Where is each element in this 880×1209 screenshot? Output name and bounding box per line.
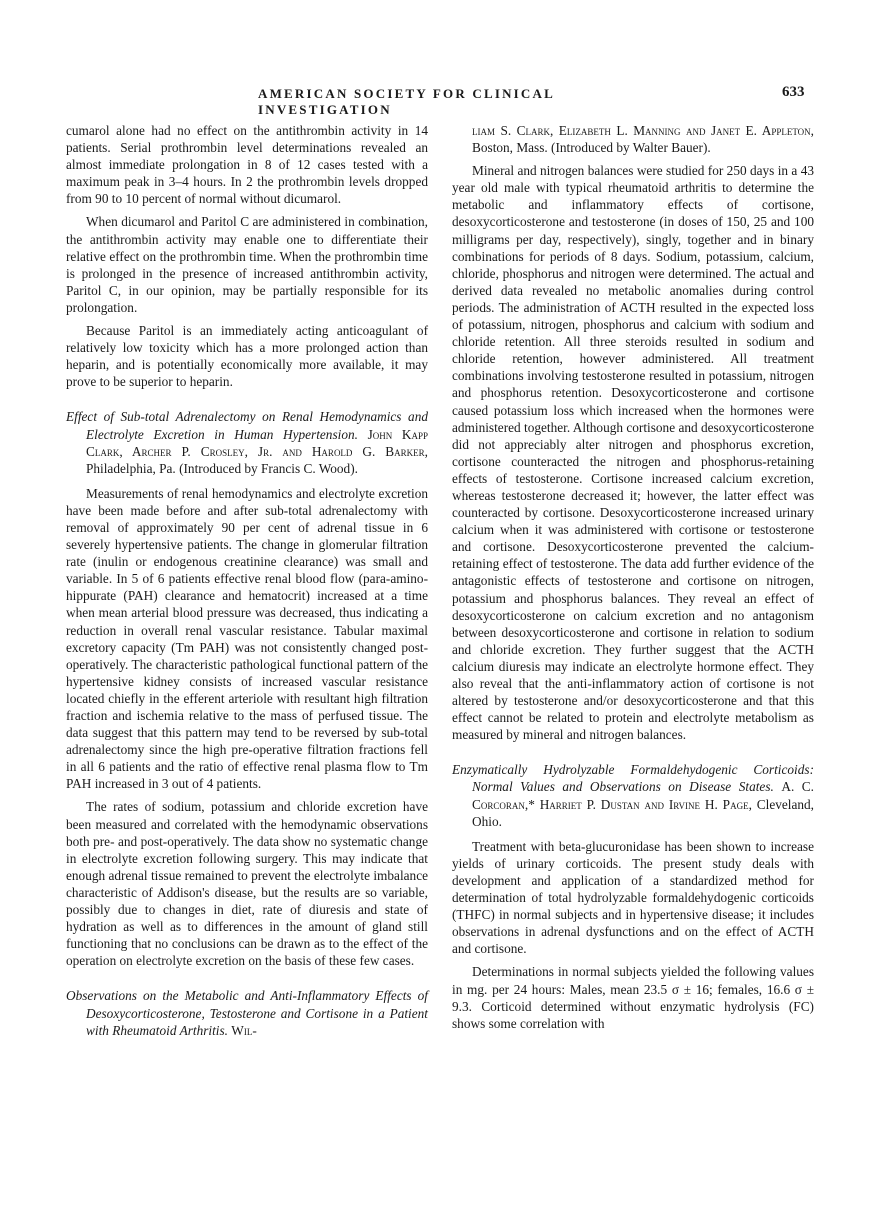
paragraph: Treatment with beta-glucuronidase has been shown to increase yields of urinary corticoids. The present study deals with development and application of a standardized method for determination of total hydrolyzable formaldehydogenic corticoids (THFC) in normal subjects and in hypertensive disease; it includes observations in adrenal dysfunctions and on the effect of ACTH and cortisone. (452, 838, 814, 957)
paragraph: Mineral and nitrogen balances were studied for 250 days in a 43 year old male with typical rheumatoid arthritis to determine the metabolic and inflammatory effects of cortisone, desoxycorticosterone and testosterone (in doses of 150, 25 and 100 milligrams per day, respectively), singly, together and in binary combinations for periods of 8 days. Sodium, potassium, calcium, chloride, phosphorus and nitrogen were determined. The actual and derived data revealed no metabolic anomalies during control periods. The administration of ACTH resulted in the expected loss of potassium, nitrogen, phosphorus and calcium with sodium and chloride retention. All three steroids resulted in sodium and chloride retention, however administered. All treatment combinations involving testosterone resulted in potassium, nitrogen and phosphorus retention. Desoxycorticosterone and cortisone caused potassium loss which increased when the hormones were administered together. Although cortisone and desoxycorticosterone did not appreciably alter nitrogen and phosphorus excretion, cortisone counteracted the nitrogen and phosphorus-retaining effects of testosterone. Cortisone increased calcium excretion, whereas testosterone decreased it; however, the latter effect was counteracted by cortisone. Desoxycorticosterone increased urinary calcium when it was administered with cortisone or testosterone and cortisone. Desoxycorticosterone prevented the calcium-retaining effect of testosterone. The data add further evidence of the antagonistic effects of testosterone and cortisone on nitrogen, potassium and phosphorus balances. They reveal an effect of desoxycorticosterone on calcium excretion and no antagonism between desoxycorticosterone and cortisone in relation to sodium and chloride excretion. They further suggest that the ACTH calcium diuresis may indicate an electrolyte hormone effect. They also reveal that the anti-inflammatory action of cortisone is not altered by testosterone and/or desoxycorticosterone and that this effect cannot be related to protein and electrolyte metabolism as measured by mineral and nitrogen balances. (452, 163, 814, 743)
abstract-heading (66, 987, 428, 1038)
paragraph: Determinations in normal subjects yielded the following values in mg. per 24 hours: Males, mean 23.5 σ ± 16; females, 16.6 σ ± 9.3. Corticoid determined without enzymatic hydrolysis (FC) shows some correlation with (452, 964, 814, 1031)
abstract-location: Boston, Mass. (Introduced by Walter Bauer). (472, 140, 711, 156)
abstract-title: Enzymatically Hydrolyzable Formaldehydogenic Corticoids: Normal Values and Observations on Disease States. (452, 762, 814, 795)
right-column (452, 122, 814, 1038)
paragraph: The rates of sodium, potassium and chloride excretion have been measured and correlated with the hemodynamic observations both pre- and post-operatively. The data show no systematic change in electrolyte excretion following surgery. This may indicate that enough adrenal tissue remained to prevent the electrolyte imbalance characteristic of Addison's disease, but the results are so variable, possibly due to changes in diet, rate of diuresis and state of hydration as well as to differences in the amount of gland still functioning that no conclusions can be drawn as to the effect of the operation on electrolyte excretion on the basis of these few cases. (66, 799, 428, 969)
abstract-location: Cleveland, Ohio. (472, 796, 814, 829)
abstract-title: Effect of Sub-total Adrenalectomy on Renal Hemodynamics and Electrolyte Excretion in Human Hypertension. (66, 409, 428, 442)
paragraph: Because Paritol is an immediately acting anticoagulant of relatively low toxicity which has a more prolonged action than heparin, and is potentially economically more available, it may prove to be superior to heparin. (66, 323, 428, 390)
abstract-heading (452, 761, 814, 829)
abstract-location: Philadelphia, Pa. (Introduced by Francis C. Wood). (86, 460, 358, 476)
running-head: AMERICAN SOCIETY FOR CLINICAL INVESTIGATION (258, 86, 555, 117)
abstract-authors: Wil- (231, 1022, 257, 1038)
paragraph: Measurements of renal hemodynamics and electrolyte excretion have been made before and after sub-total adrenalectomy with removal of approximately 90 per cent of adrenal tissue in 6 severely hypertensive patients. The change in glomerular filtration rate (inulin or endogenous creatinine clearance) was small and variable. In 5 of 6 patients effective renal blood flow (para-amino-hippurate (PAH) clearance and hematocrit) increased at a time when mean arterial blood pressure was decreased, thus indicating a reduction in overall renal vascular resistance. Tabular maximal excretory capacity (Tm PAH) was not consistently changed post-operatively. The characteristic pathological functional pattern of the hypertensive kidney consists of increased vascular resistance located chiefly in the efferent arteriole with resultant high filtration fraction and ischemia relative to the mass of perfused tissue. The data suggest that this pattern may tend to be reversed by sub-total adrenalectomy since the high pre-operative filtration fractions fell in all 6 patients and the ratio of effective renal plasma flow to Tm PAH increased in 3 out of 4 patients. (66, 485, 428, 792)
abstract-authors: John Kapp Clark, Archer P. Crosley, Jr. and Harold G. Barker, (86, 426, 428, 459)
abstract-heading (66, 408, 428, 476)
paragraph: When dicumarol and Paritol C are administered in combination, the antithrombin activity may enable one to differentiate their relative effect on the prothrombin time. When the prothrombin time is prolonged in the presence of increased antithrombin activity, Paritol C, in our opinion, may be partially responsible for its prolongation. (66, 214, 428, 315)
abstract-authors: A. C. Corcoran,* Harriet P. Dustan and Irvine H. Page, (472, 779, 815, 812)
abstract-heading-continued (452, 122, 814, 156)
paragraph: cumarol alone had no effect on the antithrombin activity in 14 patients. Serial prothrombin level determinations revealed an almost immediate prolongation in 8 of 12 cases tested with a maximum peak in 3–4 hours. In 2 the prothrombin levels dropped from 90 to 10 percent of normal without dicumarol. (66, 123, 428, 207)
page-number: 633 (782, 84, 805, 100)
left-column (66, 122, 428, 1047)
abstract-title: Observations on the Metabolic and Anti-Inflammatory Effects of Desoxycorticosterone, Testosterone and Cortisone in a Patient with Rheumatoid Arthritis. (66, 988, 428, 1038)
abstract-authors: liam S. Clark, Elizabeth L. Manning and Janet E. Appleton, (472, 123, 814, 138)
